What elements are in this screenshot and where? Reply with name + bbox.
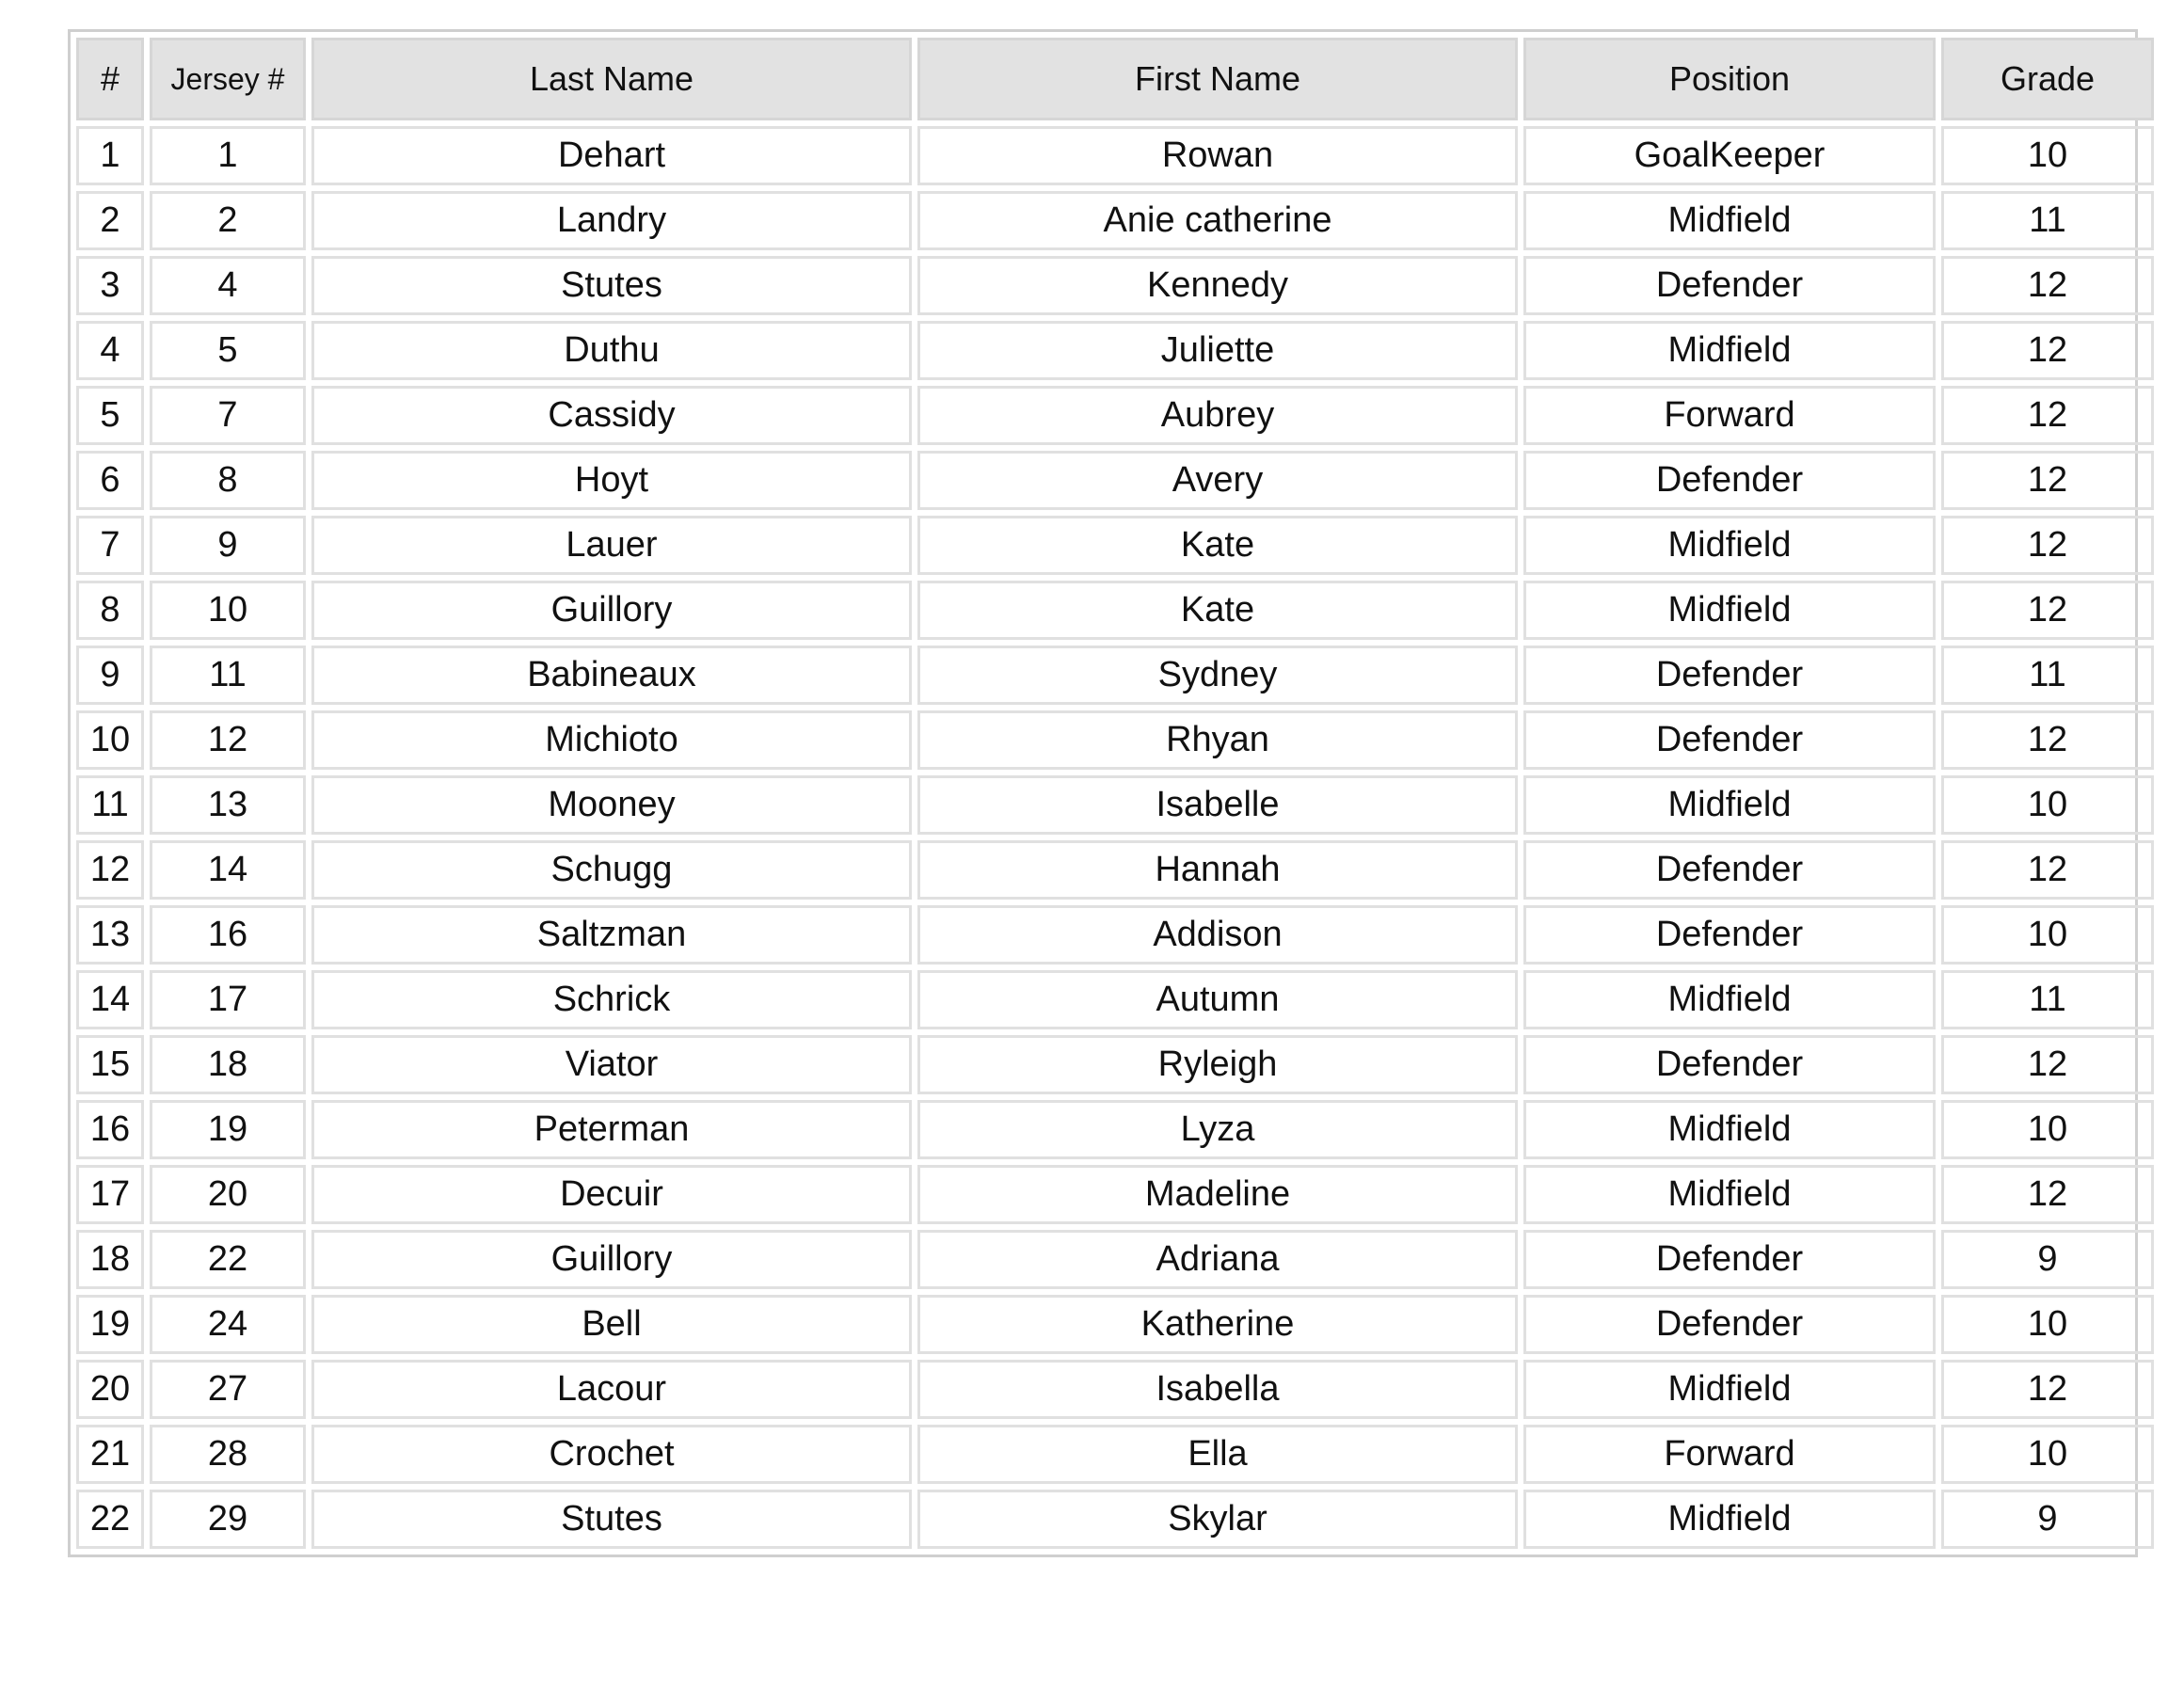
table-row: [76, 970, 2154, 1029]
cell-grade: 10: [1941, 1425, 2154, 1484]
cell-position: Forward: [1523, 386, 1936, 445]
table-header-row: [76, 38, 2154, 120]
cell-last-name: Stutes: [311, 1490, 912, 1549]
cell-position: Defender: [1523, 646, 1936, 705]
cell-last-name: Guillory: [311, 1230, 912, 1289]
header-last-name: Last Name: [311, 38, 912, 120]
cell-last-name: Babineaux: [311, 646, 912, 705]
cell-last-name: Viator: [311, 1035, 912, 1094]
cell-index: 10: [76, 710, 144, 770]
cell-index: 7: [76, 516, 144, 575]
cell-index: 8: [76, 581, 144, 640]
cell-jersey-number: 16: [150, 905, 306, 965]
cell-index: 5: [76, 386, 144, 445]
cell-last-name: Lacour: [311, 1360, 912, 1419]
cell-grade: 10: [1941, 905, 2154, 965]
cell-first-name: Skylar: [917, 1490, 1518, 1549]
table-row: [76, 321, 2154, 380]
cell-grade: 12: [1941, 386, 2154, 445]
cell-first-name: Isabelle: [917, 775, 1518, 835]
cell-first-name: Avery: [917, 451, 1518, 510]
cell-grade: 9: [1941, 1230, 2154, 1289]
cell-grade: 12: [1941, 1165, 2154, 1224]
cell-position: Midfield: [1523, 1490, 1936, 1549]
cell-grade: 10: [1941, 775, 2154, 835]
header-position: Position: [1523, 38, 1936, 120]
cell-jersey-number: 22: [150, 1230, 306, 1289]
cell-jersey-number: 20: [150, 1165, 306, 1224]
cell-jersey-number: 1: [150, 126, 306, 185]
cell-first-name: Sydney: [917, 646, 1518, 705]
roster-table: [71, 32, 2160, 1554]
table-row: [76, 1035, 2154, 1094]
table-row: [76, 516, 2154, 575]
cell-index: 13: [76, 905, 144, 965]
cell-position: Defender: [1523, 1230, 1936, 1289]
cell-position: Midfield: [1523, 581, 1936, 640]
table-row: [76, 1490, 2154, 1549]
cell-jersey-number: 17: [150, 970, 306, 1029]
cell-last-name: Cassidy: [311, 386, 912, 445]
cell-first-name: Addison: [917, 905, 1518, 965]
cell-index: 1: [76, 126, 144, 185]
cell-index: 15: [76, 1035, 144, 1094]
cell-grade: 10: [1941, 1295, 2154, 1354]
cell-jersey-number: 27: [150, 1360, 306, 1419]
cell-first-name: Lyza: [917, 1100, 1518, 1159]
cell-jersey-number: 24: [150, 1295, 306, 1354]
cell-last-name: Schrick: [311, 970, 912, 1029]
cell-grade: 12: [1941, 710, 2154, 770]
cell-jersey-number: 4: [150, 256, 306, 315]
cell-index: 21: [76, 1425, 144, 1484]
table-row: [76, 451, 2154, 510]
cell-jersey-number: 19: [150, 1100, 306, 1159]
cell-last-name: Landry: [311, 191, 912, 250]
cell-jersey-number: 18: [150, 1035, 306, 1094]
cell-first-name: Madeline: [917, 1165, 1518, 1224]
cell-position: Midfield: [1523, 321, 1936, 380]
cell-grade: 12: [1941, 1035, 2154, 1094]
cell-index: 18: [76, 1230, 144, 1289]
cell-first-name: Rhyan: [917, 710, 1518, 770]
cell-index: 3: [76, 256, 144, 315]
cell-position: Midfield: [1523, 191, 1936, 250]
header-grade: Grade: [1941, 38, 2154, 120]
cell-position: Midfield: [1523, 775, 1936, 835]
cell-first-name: Hannah: [917, 840, 1518, 900]
cell-grade: 12: [1941, 1360, 2154, 1419]
cell-last-name: Mooney: [311, 775, 912, 835]
cell-grade: 12: [1941, 840, 2154, 900]
cell-first-name: Kate: [917, 581, 1518, 640]
table-row: [76, 1360, 2154, 1419]
cell-first-name: Kennedy: [917, 256, 1518, 315]
table-row: [76, 386, 2154, 445]
table-row: [76, 646, 2154, 705]
cell-grade: 11: [1941, 191, 2154, 250]
cell-index: 4: [76, 321, 144, 380]
cell-last-name: Stutes: [311, 256, 912, 315]
cell-jersey-number: 29: [150, 1490, 306, 1549]
cell-last-name: Dehart: [311, 126, 912, 185]
cell-last-name: Schugg: [311, 840, 912, 900]
table-row: [76, 191, 2154, 250]
table-row: [76, 256, 2154, 315]
cell-first-name: Kate: [917, 516, 1518, 575]
table-row: [76, 775, 2154, 835]
cell-jersey-number: 5: [150, 321, 306, 380]
cell-grade: 9: [1941, 1490, 2154, 1549]
cell-jersey-number: 11: [150, 646, 306, 705]
cell-first-name: Katherine: [917, 1295, 1518, 1354]
cell-last-name: Duthu: [311, 321, 912, 380]
cell-position: Defender: [1523, 710, 1936, 770]
cell-jersey-number: 8: [150, 451, 306, 510]
cell-jersey-number: 7: [150, 386, 306, 445]
cell-position: Defender: [1523, 1295, 1936, 1354]
cell-grade: 11: [1941, 970, 2154, 1029]
cell-position: Midfield: [1523, 1100, 1936, 1159]
cell-jersey-number: 13: [150, 775, 306, 835]
cell-first-name: Ella: [917, 1425, 1518, 1484]
cell-index: 20: [76, 1360, 144, 1419]
cell-last-name: Michioto: [311, 710, 912, 770]
cell-last-name: Saltzman: [311, 905, 912, 965]
cell-grade: 12: [1941, 451, 2154, 510]
cell-jersey-number: 12: [150, 710, 306, 770]
cell-first-name: Autumn: [917, 970, 1518, 1029]
cell-grade: 11: [1941, 646, 2154, 705]
cell-index: 14: [76, 970, 144, 1029]
cell-position: Midfield: [1523, 516, 1936, 575]
cell-index: 9: [76, 646, 144, 705]
cell-first-name: Anie catherine: [917, 191, 1518, 250]
cell-last-name: Guillory: [311, 581, 912, 640]
cell-position: Defender: [1523, 905, 1936, 965]
header-jersey-number: Jersey #: [150, 38, 306, 120]
cell-first-name: Ryleigh: [917, 1035, 1518, 1094]
table-row: [76, 581, 2154, 640]
cell-jersey-number: 10: [150, 581, 306, 640]
cell-last-name: Crochet: [311, 1425, 912, 1484]
cell-grade: 12: [1941, 516, 2154, 575]
cell-position: GoalKeeper: [1523, 126, 1936, 185]
cell-jersey-number: 28: [150, 1425, 306, 1484]
cell-first-name: Rowan: [917, 126, 1518, 185]
cell-grade: 10: [1941, 1100, 2154, 1159]
cell-last-name: Peterman: [311, 1100, 912, 1159]
cell-position: Midfield: [1523, 970, 1936, 1029]
header-index: #: [76, 38, 144, 120]
cell-first-name: Adriana: [917, 1230, 1518, 1289]
cell-index: 2: [76, 191, 144, 250]
cell-position: Midfield: [1523, 1165, 1936, 1224]
cell-index: 17: [76, 1165, 144, 1224]
roster-table-container: [68, 29, 2138, 1557]
cell-index: 11: [76, 775, 144, 835]
cell-grade: 10: [1941, 126, 2154, 185]
table-row: [76, 1165, 2154, 1224]
cell-position: Defender: [1523, 1035, 1936, 1094]
table-row: [76, 840, 2154, 900]
cell-last-name: Bell: [311, 1295, 912, 1354]
table-row: [76, 710, 2154, 770]
table-row: [76, 1295, 2154, 1354]
cell-position: Defender: [1523, 256, 1936, 315]
cell-grade: 12: [1941, 321, 2154, 380]
cell-position: Defender: [1523, 451, 1936, 510]
cell-jersey-number: 2: [150, 191, 306, 250]
table-row: [76, 1425, 2154, 1484]
cell-last-name: Lauer: [311, 516, 912, 575]
table-row: [76, 905, 2154, 965]
cell-index: 19: [76, 1295, 144, 1354]
table-row: [76, 126, 2154, 185]
cell-jersey-number: 9: [150, 516, 306, 575]
cell-position: Midfield: [1523, 1360, 1936, 1419]
cell-position: Defender: [1523, 840, 1936, 900]
cell-index: 12: [76, 840, 144, 900]
cell-last-name: Decuir: [311, 1165, 912, 1224]
header-first-name: First Name: [917, 38, 1518, 120]
table-row: [76, 1230, 2154, 1289]
cell-grade: 12: [1941, 256, 2154, 315]
cell-index: 16: [76, 1100, 144, 1159]
cell-index: 22: [76, 1490, 144, 1549]
cell-first-name: Isabella: [917, 1360, 1518, 1419]
table-row: [76, 1100, 2154, 1159]
roster-body: [76, 126, 2154, 1549]
cell-index: 6: [76, 451, 144, 510]
cell-grade: 12: [1941, 581, 2154, 640]
cell-position: Forward: [1523, 1425, 1936, 1484]
cell-first-name: Juliette: [917, 321, 1518, 380]
cell-first-name: Aubrey: [917, 386, 1518, 445]
cell-last-name: Hoyt: [311, 451, 912, 510]
cell-jersey-number: 14: [150, 840, 306, 900]
